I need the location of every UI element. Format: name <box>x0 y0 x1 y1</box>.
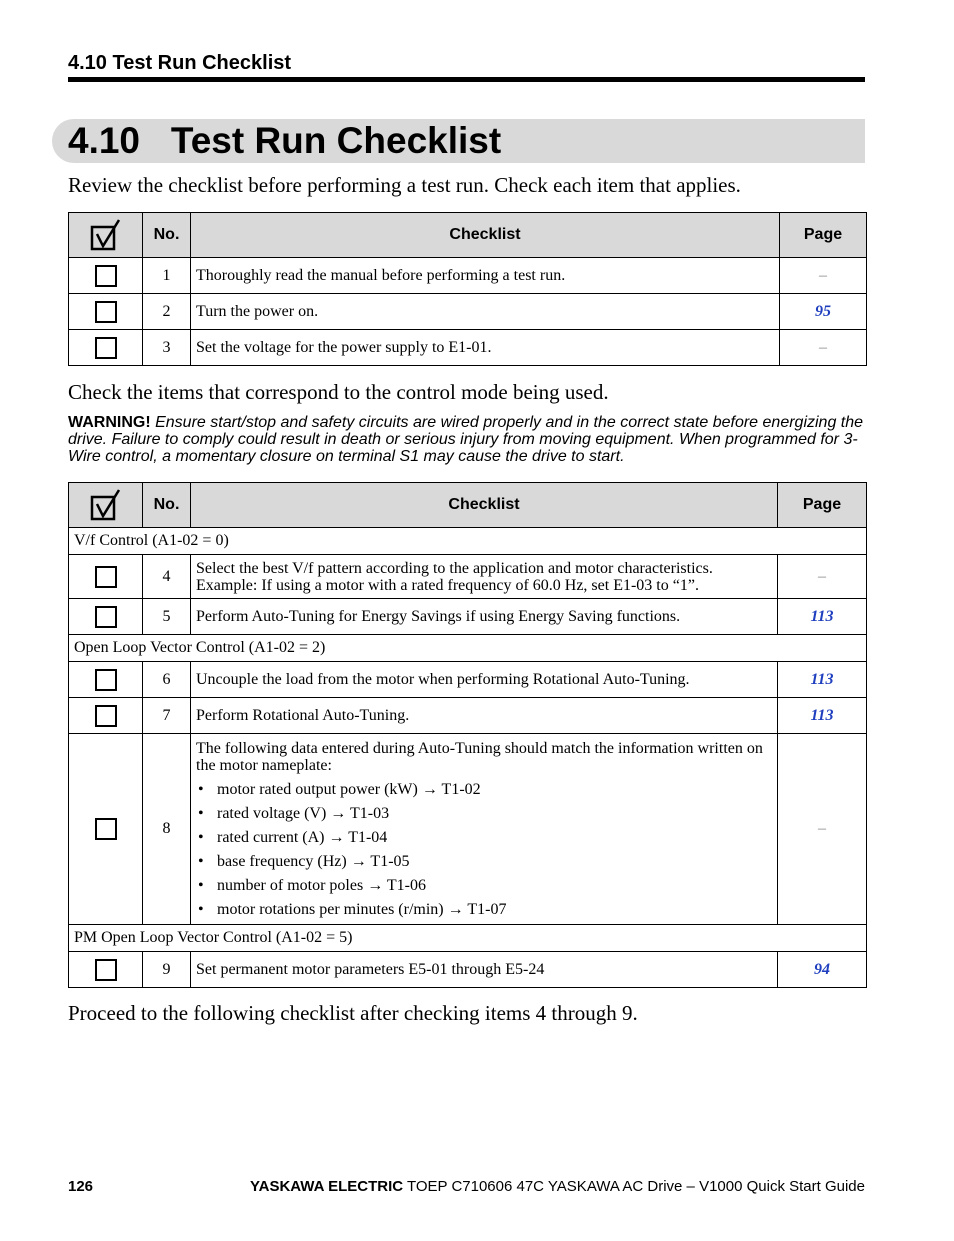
table-row <box>69 952 867 988</box>
page-ref: – <box>778 555 867 599</box>
item-text: Set permanent motor parameters E5-01 through E5-24 <box>191 952 778 988</box>
list-item: • rated current (A) → T1-04 <box>196 826 772 850</box>
checkbox[interactable] <box>95 301 117 323</box>
item-text: Thoroughly read the manual before performing a test run. <box>191 258 780 294</box>
table-header-row <box>69 213 867 258</box>
page-link[interactable]: 113 <box>778 599 867 635</box>
item-number: 5 <box>143 599 191 635</box>
item-number: 9 <box>143 952 191 988</box>
page-column-header: Page <box>778 483 867 528</box>
item-number: 1 <box>143 258 191 294</box>
check-column-header <box>69 213 143 258</box>
intro-paragraph: Review the checklist before performing a test run. Check each item that applies. <box>68 173 741 197</box>
table-row <box>69 599 867 635</box>
item-number: 2 <box>143 294 191 330</box>
page-ref: – <box>780 330 867 366</box>
item-text-line: Select the best V/f pattern according to the application and motor characteristics. <box>196 559 713 577</box>
item-text: Perform Rotational Auto-Tuning. <box>191 698 778 734</box>
table-row <box>69 330 867 366</box>
checkbox[interactable] <box>95 606 117 628</box>
page-link[interactable]: 95 <box>780 294 867 330</box>
proceed-paragraph: Proceed to the following checklist after checking items 4 through 9. <box>68 1001 638 1025</box>
checklist-column-header: Checklist <box>191 483 778 528</box>
page-ref: – <box>780 258 867 294</box>
item-text: Perform Auto-Tuning for Energy Savings if using Energy Saving functions. <box>191 599 778 635</box>
list-item: • rated voltage (V) → T1-03 <box>196 802 772 826</box>
footer-brand: YASKAWA ELECTRIC <box>250 1178 404 1195</box>
list-item: • motor rated output power (kW) → T1-02 <box>196 778 772 802</box>
warning-text: Ensure start/stop and safety circuits are wired properly and in the correct state before energizing the drive. Failure to comply could result in death or serious injury from moving equipment. When programmed for 3-Wire control, a momentary closure on terminal S1 may cause the drive to start. <box>68 414 864 465</box>
page-link[interactable]: 113 <box>778 662 867 698</box>
checkbox[interactable] <box>95 818 117 840</box>
item-number: 3 <box>143 330 191 366</box>
checkmark-box-icon <box>89 218 123 252</box>
mode-intro-paragraph: Check the items that correspond to the control mode being used. <box>68 380 609 404</box>
item-text: The following data entered during Auto-Tuning should match the information written on the motor nameplate: <box>196 740 763 774</box>
checklist-column-header: Checklist <box>191 213 780 258</box>
footer-doc-info <box>250 1178 865 1195</box>
no-column-header: No. <box>143 483 191 528</box>
list-item: • base frequency (Hz) → T1-05 <box>196 850 772 874</box>
check-column-header <box>69 483 143 528</box>
checkbox[interactable] <box>95 705 117 727</box>
footer-doc-title: TOEP C710606 47C YASKAWA AC Drive – V1000 Quick Start Guide <box>403 1178 865 1195</box>
section-label-pm: PM Open Loop Vector Control (A1-02 = 5) <box>69 925 867 952</box>
item-text <box>191 555 778 599</box>
checklist-table-2 <box>68 482 867 988</box>
table-row <box>69 698 867 734</box>
checkbox[interactable] <box>95 959 117 981</box>
warning-note <box>68 414 868 465</box>
checklist-table-1 <box>68 212 867 366</box>
page-number: 126 <box>68 1178 94 1195</box>
item-text: Uncouple the load from the motor when performing Rotational Auto-Tuning. <box>191 662 778 698</box>
item-number: 6 <box>143 662 191 698</box>
list-item: • motor rotations per minutes (r/min) → T1-07 <box>196 898 772 922</box>
page-ref: – <box>778 734 867 925</box>
table-row <box>69 734 867 925</box>
no-column-header: No. <box>143 213 191 258</box>
item-number: 4 <box>143 555 191 599</box>
section-title-band <box>52 119 865 163</box>
table-header-row <box>69 483 867 528</box>
item-text-block <box>191 734 778 925</box>
page-column-header: Page <box>780 213 867 258</box>
item-text-line: Example: If using a motor with a rated frequency of 60.0 Hz, set E1-03 to “1”. <box>196 576 699 594</box>
warning-label: WARNING! <box>68 414 151 431</box>
table-row <box>69 294 867 330</box>
list-item: • number of motor poles → T1-06 <box>196 874 772 898</box>
item-number: 8 <box>143 734 191 925</box>
item-number: 7 <box>143 698 191 734</box>
section-row <box>69 635 867 662</box>
checkbox[interactable] <box>95 337 117 359</box>
running-header <box>68 50 865 82</box>
checkbox[interactable] <box>95 566 117 588</box>
section-label-vf: V/f Control (A1-02 = 0) <box>69 528 867 555</box>
section-row <box>69 925 867 952</box>
table-row <box>69 555 867 599</box>
page-title: 4.10 Test Run Checklist <box>68 120 502 161</box>
checkmark-box-icon <box>89 488 123 522</box>
item-text: Set the voltage for the power supply to E1-01. <box>191 330 780 366</box>
checkbox[interactable] <box>95 265 117 287</box>
page-link[interactable]: 113 <box>778 698 867 734</box>
table-row <box>69 258 867 294</box>
page-link[interactable]: 94 <box>778 952 867 988</box>
section-label-olv: Open Loop Vector Control (A1-02 = 2) <box>69 635 867 662</box>
checkbox[interactable] <box>95 669 117 691</box>
table-row <box>69 662 867 698</box>
item-text: Turn the power on. <box>191 294 780 330</box>
nameplate-list <box>196 778 772 922</box>
running-header-text: 4.10 Test Run Checklist <box>68 52 292 74</box>
section-row <box>69 528 867 555</box>
